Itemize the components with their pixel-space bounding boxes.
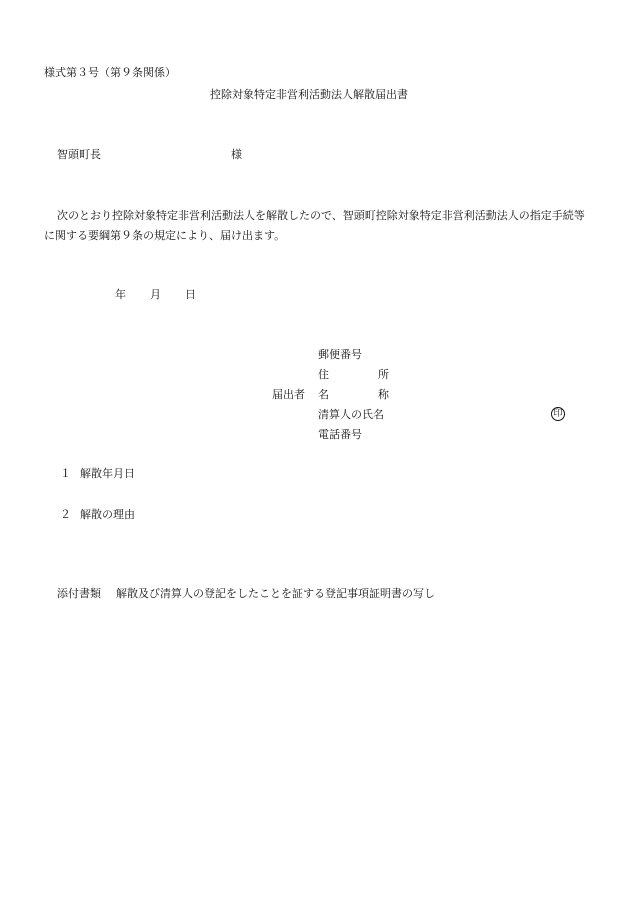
name-label-first-char: 名 bbox=[318, 388, 329, 401]
address-label-first-char: 住 bbox=[318, 368, 329, 381]
item-1-label: 解散年月日 bbox=[80, 467, 135, 480]
form-number: 様式第３号（第９条関係） bbox=[44, 66, 176, 79]
attachments-label: 添付書類 bbox=[57, 587, 101, 600]
postal-code-label: 郵便番号 bbox=[318, 348, 362, 361]
item-2-number: ２ bbox=[60, 508, 71, 521]
applicant-label: 届出者 bbox=[272, 388, 305, 401]
body-paragraph: 次のとおり控除対象特定非営利活動法人を解散したので、智頭町控除対象特定非営利活動法人の指定手続等に関する要綱第９条の規定により、届け出ます。 bbox=[44, 209, 585, 242]
attachments-text: 解散及び清算人の登記をしたことを証する登記事項証明書の写し bbox=[116, 587, 435, 600]
address-label-second-char: 所 bbox=[378, 368, 389, 381]
item-1-number: １ bbox=[60, 467, 71, 480]
name-label-second-char: 称 bbox=[378, 388, 389, 401]
liquidator-name-label: 清算人の氏名 bbox=[318, 408, 384, 421]
seal-mark: 印 bbox=[551, 407, 565, 421]
date-year-label: 年 bbox=[115, 288, 126, 301]
date-month-label: 月 bbox=[150, 288, 161, 301]
document-title: 控除対象特定非営利活動法人解散届出書 bbox=[210, 88, 408, 101]
phone-number-label: 電話番号 bbox=[318, 428, 362, 441]
addressee-name: 智頭町長 bbox=[57, 148, 101, 161]
addressee-honorific: 様 bbox=[231, 148, 242, 161]
date-day-label: 日 bbox=[185, 288, 196, 301]
item-2-label: 解散の理由 bbox=[80, 508, 135, 521]
